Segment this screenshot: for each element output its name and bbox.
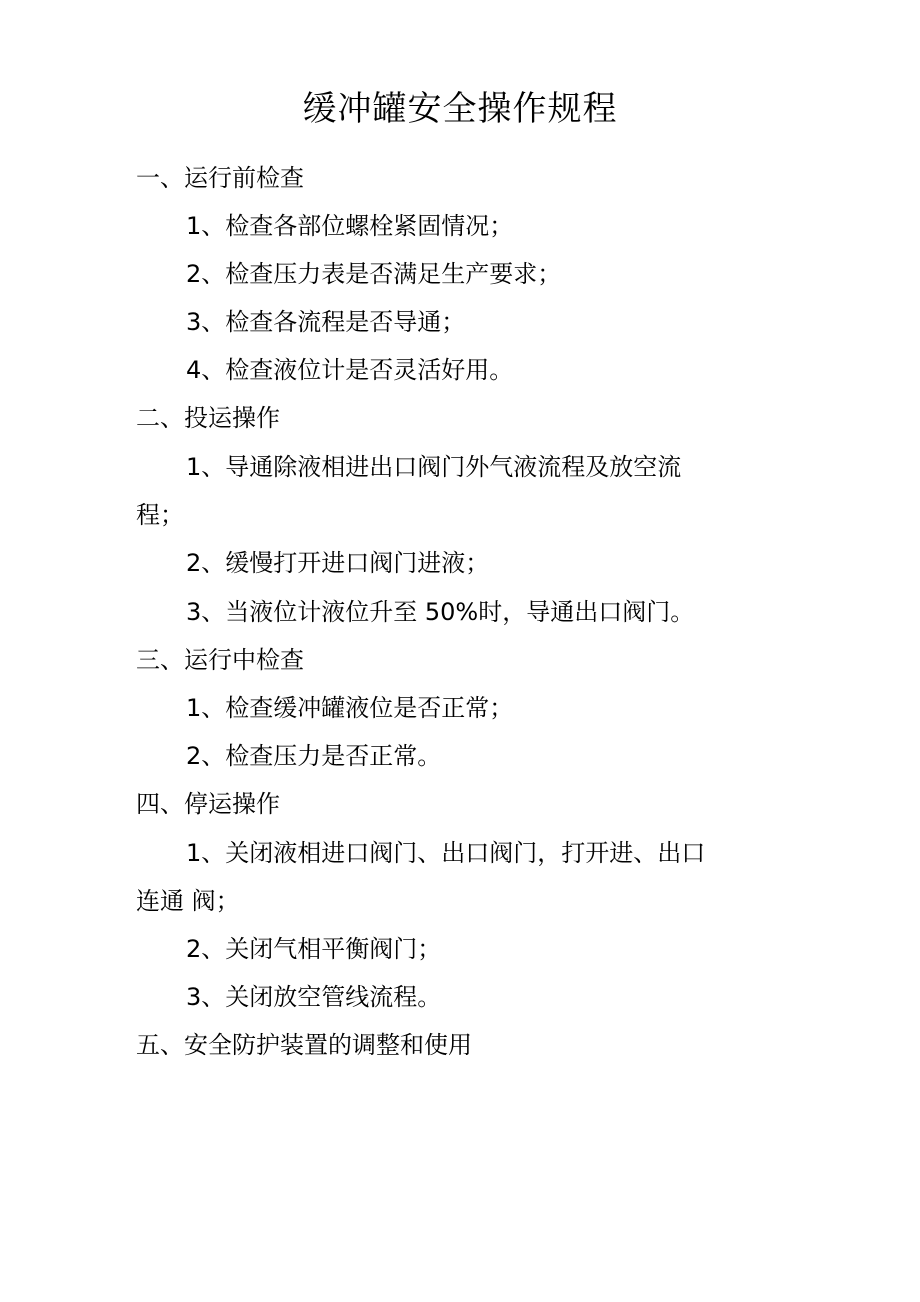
section-heading-5: 五、安全防护装置的调整和使用: [136, 1031, 472, 1059]
section-2-item-1-continuation: 程；: [136, 501, 184, 529]
section-heading-2: 二、投运操作: [136, 404, 280, 432]
section-3-item-1: 1、检查缓冲罐液位是否正常；: [186, 694, 514, 722]
section-1-item-4: 4、检查液位计是否灵活好用。: [186, 356, 514, 384]
section-3-item-2: 2、检查压力是否正常。: [186, 742, 442, 770]
section-heading-1: 一、运行前检查: [136, 164, 304, 192]
section-2-item-2: 2、缓慢打开进口阀门进液；: [186, 549, 490, 577]
section-1-item-2: 2、检查压力表是否满足生产要求；: [186, 260, 562, 288]
section-4-item-3: 3、关闭放空管线流程。: [186, 983, 442, 1011]
section-4-item-2: 2、关闭气相平衡阀门；: [186, 935, 442, 963]
section-4-item-1: 1、关闭液相进口阀门、出口阀门，打开进、出口: [186, 839, 706, 867]
document-title: 缓冲罐安全操作规程: [302, 89, 618, 129]
section-heading-3: 三、运行中检查: [136, 646, 304, 674]
section-1-item-3: 3、检查各流程是否导通；: [186, 308, 466, 336]
section-2-item-3: 3、当液位计液位升至 50%时，导通出口阀门。: [186, 598, 695, 626]
section-4-item-1-continuation: 连通 阀；: [136, 887, 240, 915]
section-heading-4: 四、停运操作: [136, 790, 280, 818]
section-2-item-1: 1、导通除液相进出口阀门外气液流程及放空流: [186, 453, 682, 481]
section-1-item-1: 1、检查各部位螺栓紧固情况；: [186, 212, 514, 240]
